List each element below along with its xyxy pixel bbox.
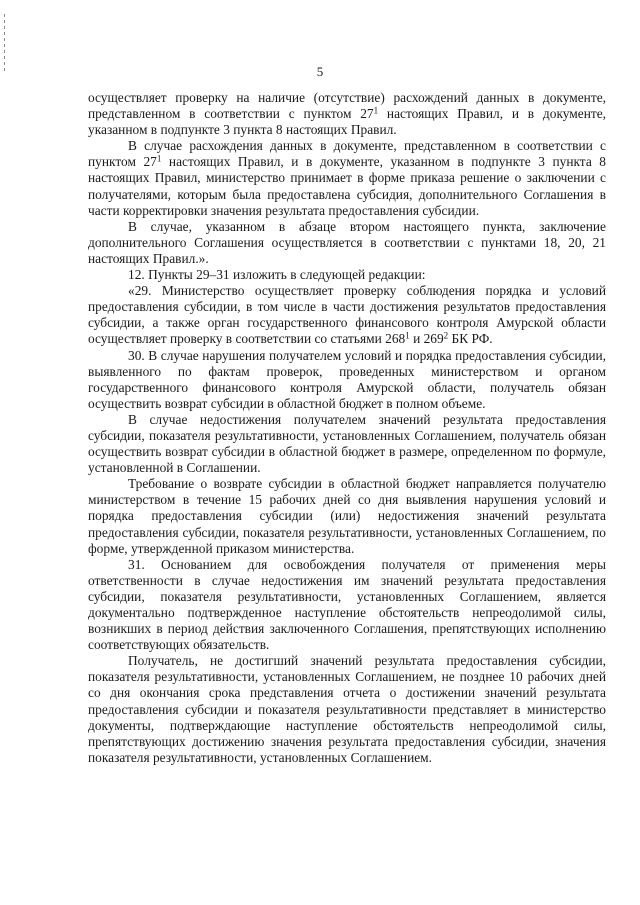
superscript-index: 1: [373, 105, 379, 116]
paragraph: В случае, указанном в абзаце втором настоящего пункта, заключение дополнительного Соглашения осуществляется в соответствии с пунктами 18, 20, 21 настоящих Правил.».: [88, 218, 606, 266]
superscript-index: 2: [443, 330, 449, 341]
paragraph-point-30: 30. В случае нарушения получателем условий и порядка предоставления субсидии, выявленного по фактам проверок, проведенных министерством и органом государственного финансового контроля Амурской области, получатель обязан осуществить возврат субсидии в областной бюджет в полном объеме.: [88, 347, 606, 411]
paragraph-continuation: осуществляет проверку на наличие (отсутствие) расхождений данных в документе, представленном в соответствии с пунктом $27^1$ настоящих Правил, и в документе, указанном в подпункте 3 пункта 8 настоящих Правил.: [88, 90, 606, 138]
paragraph: Требование о возврате субсидии в областной бюджет направляется получателю министерством в течение 15 рабочих дней со дня выявления нарушения условий и порядка предоставления субсидии (или) недостижения значений результата предоставления субсидии, показателя результативности, установленных Соглашением, по форме, утвержденной приказом министерства.: [88, 476, 606, 556]
superscript-index: 1: [156, 153, 162, 164]
paragraph-amendment-item: 12. Пункты 29–31 изложить в следующей редакции:: [128, 267, 426, 283]
paragraph: Получатель, не достигший значений результата предоставления субсидии, показателя результативности, установленных Соглашением, не позднее 10 рабочих дней со дня окончания срока представления отчета о достижении значений результата предоставления субсидии и показателя результативности представляет в министерство документы, подтверждающие наступление обстоятельств непреодолимой силы, препятствующих достижению значения результата предоставления субсидии, значения показателя результативности, установленных Соглашением.: [88, 653, 606, 765]
superscript-index: 1: [405, 330, 410, 341]
paragraph-point-29: «29. Министерство осуществляет проверку соблюдения порядка и условий предоставления субсидии, в том числе в части достижения результатов предоставления субсидии, а также орган государственного финансового контроля Амурской области осуществляет проверку в соответствии со статьями $268^1$ и $269^2$ БК РФ.: [88, 283, 606, 347]
paragraph: В случае расхождения данных в документе, представленном в соответствии с пунктом $27^1$ настоящих Правил, и в документе, указанном в подпункте 3 пункта 8 настоящих Правил, министерство принимает в форме приказа решение о заключении с получателями, которым была предоставлена субсидия, дополнительного Соглашения в части корректировки значения результата предоставления субсидии.: [88, 138, 606, 218]
paragraph: В случае недостижения получателем значений результата предоставления субсидии, показателя результативности, установленных Соглашением, получатель обязан осуществить возврат субсидии в областной бюджет в размере, определенном по формуле, установленной в Соглашении.: [88, 411, 606, 476]
page-number: 5: [316, 64, 324, 79]
paragraph-point-31: 31. Основанием для освобождения получателя от применения меры ответственности в случае недостижения им значений результата предоставления субсидии, показателя результативности, установленных Соглашением, является документально подтвержденное наступление обстоятельств непреодолимой силы, возникших в период действия заключенного Соглашения, препятствующих исполнению соответствующих обязательств.: [88, 556, 606, 653]
document-body: [88, 90, 606, 766]
